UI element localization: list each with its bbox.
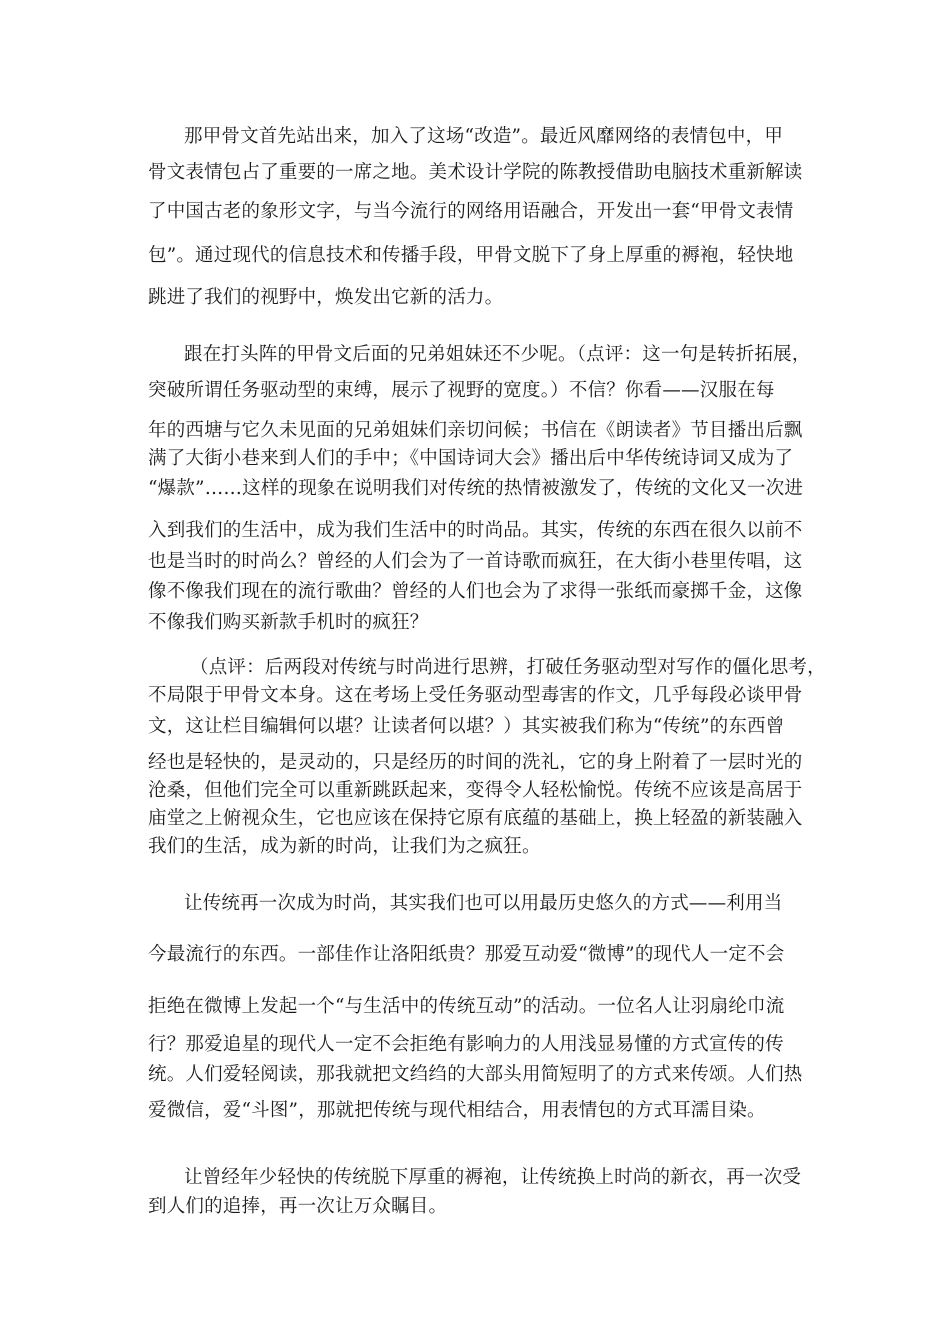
paragraph-1-line-4: 包”。通过现代的信息技术和传播手段，甲骨文脱下了身上厚重的褥袍，轻快地 xyxy=(148,245,794,266)
paragraph-2-line-6: 入到我们的生活中，成为我们生活中的时尚品。其实，传统的东西在很久以前不 xyxy=(148,520,803,541)
paragraph-3-line-3: 文，这让栏目编辑何以堪？让读者何以堪？）其实被我们称为“传统”的东西曾 xyxy=(148,716,785,737)
paragraph-1-line-2: 骨文表情包占了重要的一席之地。美术设计学院的陈教授借助电脑技术重新解读 xyxy=(148,162,803,183)
paragraph-3-line-2: 不局限于甲骨文本身。这在考场上受任务驱动型毒害的作文，几乎每段必谈甲骨 xyxy=(148,685,803,706)
paragraph-2-line-7: 也是当时的时尚么？曾经的人们会为了一首诗歌而疯狂，在大街小巷里传唱，这 xyxy=(148,551,803,572)
paragraph-3-line-1: （点评：后两段对传统与时尚进行思辨，打破任务驱动型对写作的僵化思考， xyxy=(190,657,826,678)
paragraph-3-line-7: 我们的生活，成为新的时尚，让我们为之疯狂。 xyxy=(148,836,541,857)
paragraph-3-line-6: 庙堂之上俯视众生，它也应该在保持它原有底蕴的基础上，换上轻盈的新装融入 xyxy=(148,808,803,829)
paragraph-2-line-2: 突破所谓任务驱动型的束缚，展示了视野的宽度。）不信？你看——汉服在每 xyxy=(148,380,775,401)
paragraph-2-line-5: “爆款”……这样的现象在说明我们对传统的热情被激发了，传统的文化又一次进 xyxy=(148,478,804,499)
paragraph-1-line-3: 了中国古老的象形文字，与当今流行的网络用语融合，开发出一套“甲骨文表情 xyxy=(148,201,794,222)
paragraph-2-line-3: 年的西塘与它久未见面的兄弟姐妹们亲切问候；书信在《朗读者》节目播出后飘 xyxy=(148,420,803,441)
paragraph-2-line-4: 满了大街小巷来到人们的手中；《中国诗词大会》播出后中华传统诗词又成为了 xyxy=(148,448,794,469)
paragraph-2-line-9: 不像我们购买新款手机时的疯狂？ xyxy=(148,612,429,633)
paragraph-1-line-5: 跳进了我们的视野中，焕发出它新的活力。 xyxy=(148,287,504,308)
paragraph-2-line-1: 跟在打头阵的甲骨文后面的兄弟姐妹还不少呢。（点评：这一句是转折拓展， xyxy=(184,344,811,365)
paragraph-4-line-2: 今最流行的东西。一部佳作让洛阳纸贵？那爱互动爱“微博”的现代人一定不会 xyxy=(148,944,785,965)
paragraph-3-line-5: 沧桑，但他们完全可以重新跳跃起来，变得令人轻松愉悦。传统不应该是高居于 xyxy=(148,780,803,801)
paragraph-5-line-2: 到人们的追捧，再一次让万众瞩目。 xyxy=(148,1196,448,1217)
paragraph-4-line-6: 爱微信，爱“斗图”，那就把传统与现代相结合，用表情包的方式耳濡目染。 xyxy=(148,1100,766,1121)
paragraph-4-line-4: 行？那爱追星的现代人一定不会拒绝有影响力的人用浅显易懂的方式宣传的传 xyxy=(148,1034,784,1055)
paragraph-5-line-1: 让曾经年少轻快的传统脱下厚重的褥袍，让传统换上时尚的新衣，再一次受 xyxy=(184,1167,802,1188)
paragraph-3-line-4: 经也是轻快的，是灵动的，只是经历的时间的洗礼，它的身上附着了一层时光的 xyxy=(148,752,803,773)
paragraph-2-line-8: 像不像我们现在的流行歌曲？曾经的人们也会为了求得一张纸而豪掷千金，这像 xyxy=(148,581,803,602)
paragraph-4-line-5: 统。人们爱轻阅读，那我就把文绉绉的大部头用简短明了的方式来传颂。人们热 xyxy=(148,1064,803,1085)
paragraph-4-line-3: 拒绝在微博上发起一个“与生活中的传统互动”的活动。一位名人让羽扇纶巾流 xyxy=(148,996,785,1017)
paragraph-4-line-1: 让传统再一次成为时尚，其实我们也可以用最历史悠久的方式——利用当 xyxy=(184,893,783,914)
paragraph-1-line-1: 那甲骨文首先站出来，加入了这场“改造”。最近风靡网络的表情包中，甲 xyxy=(184,126,784,147)
